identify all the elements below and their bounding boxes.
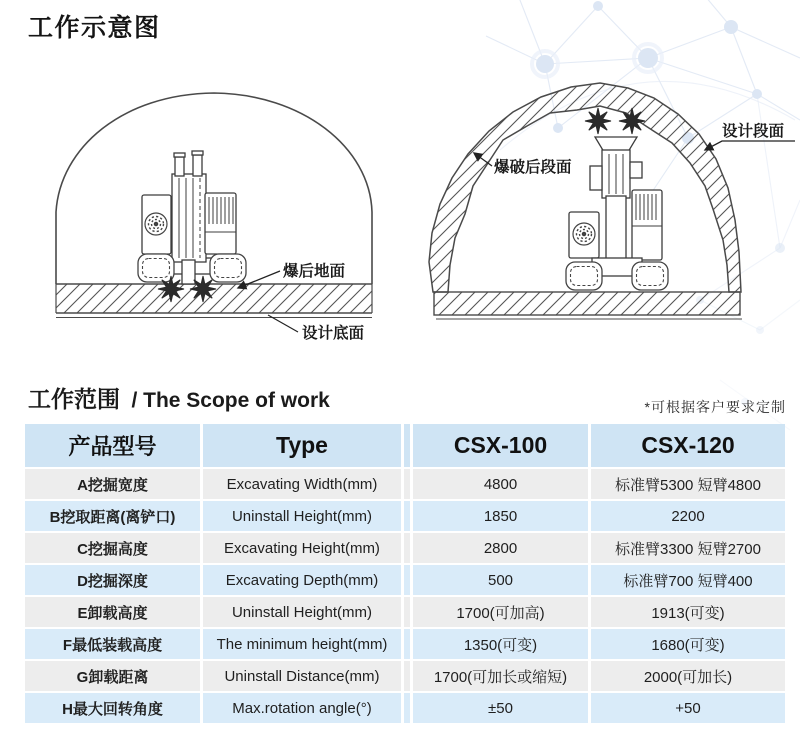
row-name: D挖掘深度	[25, 565, 200, 595]
excavator-milling-floor	[138, 151, 246, 302]
table-row	[25, 661, 785, 691]
row-name: B挖取距离(离铲口)	[25, 501, 200, 531]
table-header-row	[25, 424, 785, 467]
page-title: 工作示意图	[28, 14, 161, 42]
row-csx100-value: 2800	[413, 533, 588, 563]
row-csx100-value: 500	[413, 565, 588, 595]
row-csx100-value: ±50	[413, 693, 588, 723]
customization-note: *可根据客户要求定制	[644, 399, 786, 415]
leader-design-section	[705, 141, 795, 150]
row-type: The minimum height(mm)	[203, 629, 401, 659]
row-type: Uninstall Height(mm)	[203, 597, 401, 627]
row-type: Excavating Height(mm)	[203, 533, 401, 563]
row-type: Excavating Width(mm)	[203, 469, 401, 499]
col-header-csx120: CSX-120	[591, 424, 785, 467]
row-csx100-value: 1700(可加高)	[413, 597, 588, 627]
label-design-section: 设计段面	[722, 123, 785, 140]
row-type: Max.rotation angle(°)	[203, 693, 401, 723]
table-row	[25, 565, 785, 595]
cutter-drum-icon	[619, 108, 645, 134]
row-name: H最大回转角度	[25, 693, 200, 723]
row-csx100-value: 1850	[413, 501, 588, 531]
row-csx120-value: 标准臂700 短臂400	[591, 565, 785, 595]
col-header-type: Type	[203, 424, 401, 467]
table-row	[25, 533, 785, 563]
table-row	[25, 501, 785, 531]
table-row	[25, 469, 785, 499]
label-design-bottom: 设计底面	[302, 325, 365, 342]
cutter-drum-icon	[190, 276, 216, 302]
row-csx120-value: 标准臂5300 短臂4800	[591, 469, 785, 499]
row-csx100-value: 4800	[413, 469, 588, 499]
table-row	[25, 629, 785, 659]
crawler-track-icon	[632, 262, 668, 290]
row-name: A挖掘宽度	[25, 469, 200, 499]
crawler-track-icon	[138, 254, 174, 282]
section-heading	[28, 381, 330, 414]
fan-grille-icon	[145, 213, 167, 235]
diagram-tunnel-floor-work	[28, 75, 400, 363]
crawler-track-icon	[210, 254, 246, 282]
label-ground-after-blast: 爆后地面	[283, 263, 346, 280]
spec-table	[25, 424, 785, 725]
row-name: C挖掘高度	[25, 533, 200, 563]
row-csx120-value: 2200	[591, 501, 785, 531]
column-gap	[404, 424, 410, 467]
row-csx120-value: 1680(可变)	[591, 629, 785, 659]
section-title-en: / The Scope of work	[131, 389, 330, 412]
excavator-milling-crown	[566, 108, 668, 290]
row-name: E卸载高度	[25, 597, 200, 627]
row-csx100-value: 1700(可加长或缩短)	[413, 661, 588, 691]
row-csx120-value: 标准臂3300 短臂2700	[591, 533, 785, 563]
row-type: Uninstall Distance(mm)	[203, 661, 401, 691]
table-row	[25, 597, 785, 627]
cutter-drum-icon	[158, 276, 184, 302]
fan-grille-icon	[573, 223, 595, 245]
label-section-after-blast: 爆破后段面	[494, 159, 572, 176]
crawler-track-icon	[566, 262, 602, 290]
col-header-csx100: CSX-100	[413, 424, 588, 467]
diagram-tunnel-crown-work	[420, 55, 798, 361]
cutter-drum-icon	[585, 108, 611, 134]
section-title-cn: 工作范围	[28, 386, 120, 412]
floor-section-hatch	[434, 292, 742, 319]
row-csx120-value: 1913(可变)	[591, 597, 785, 627]
row-csx100-value: 1350(可变)	[413, 629, 588, 659]
row-type: Excavating Depth(mm)	[203, 565, 401, 595]
blasted-wall-band	[429, 83, 741, 292]
col-header-product-model: 产品型号	[25, 424, 200, 467]
row-type: Uninstall Height(mm)	[203, 501, 401, 531]
row-csx120-value: +50	[591, 693, 785, 723]
table-row	[25, 693, 785, 723]
row-csx120-value: 2000(可加长)	[591, 661, 785, 691]
row-name: F最低装载高度	[25, 629, 200, 659]
row-name: G卸载距离	[25, 661, 200, 691]
